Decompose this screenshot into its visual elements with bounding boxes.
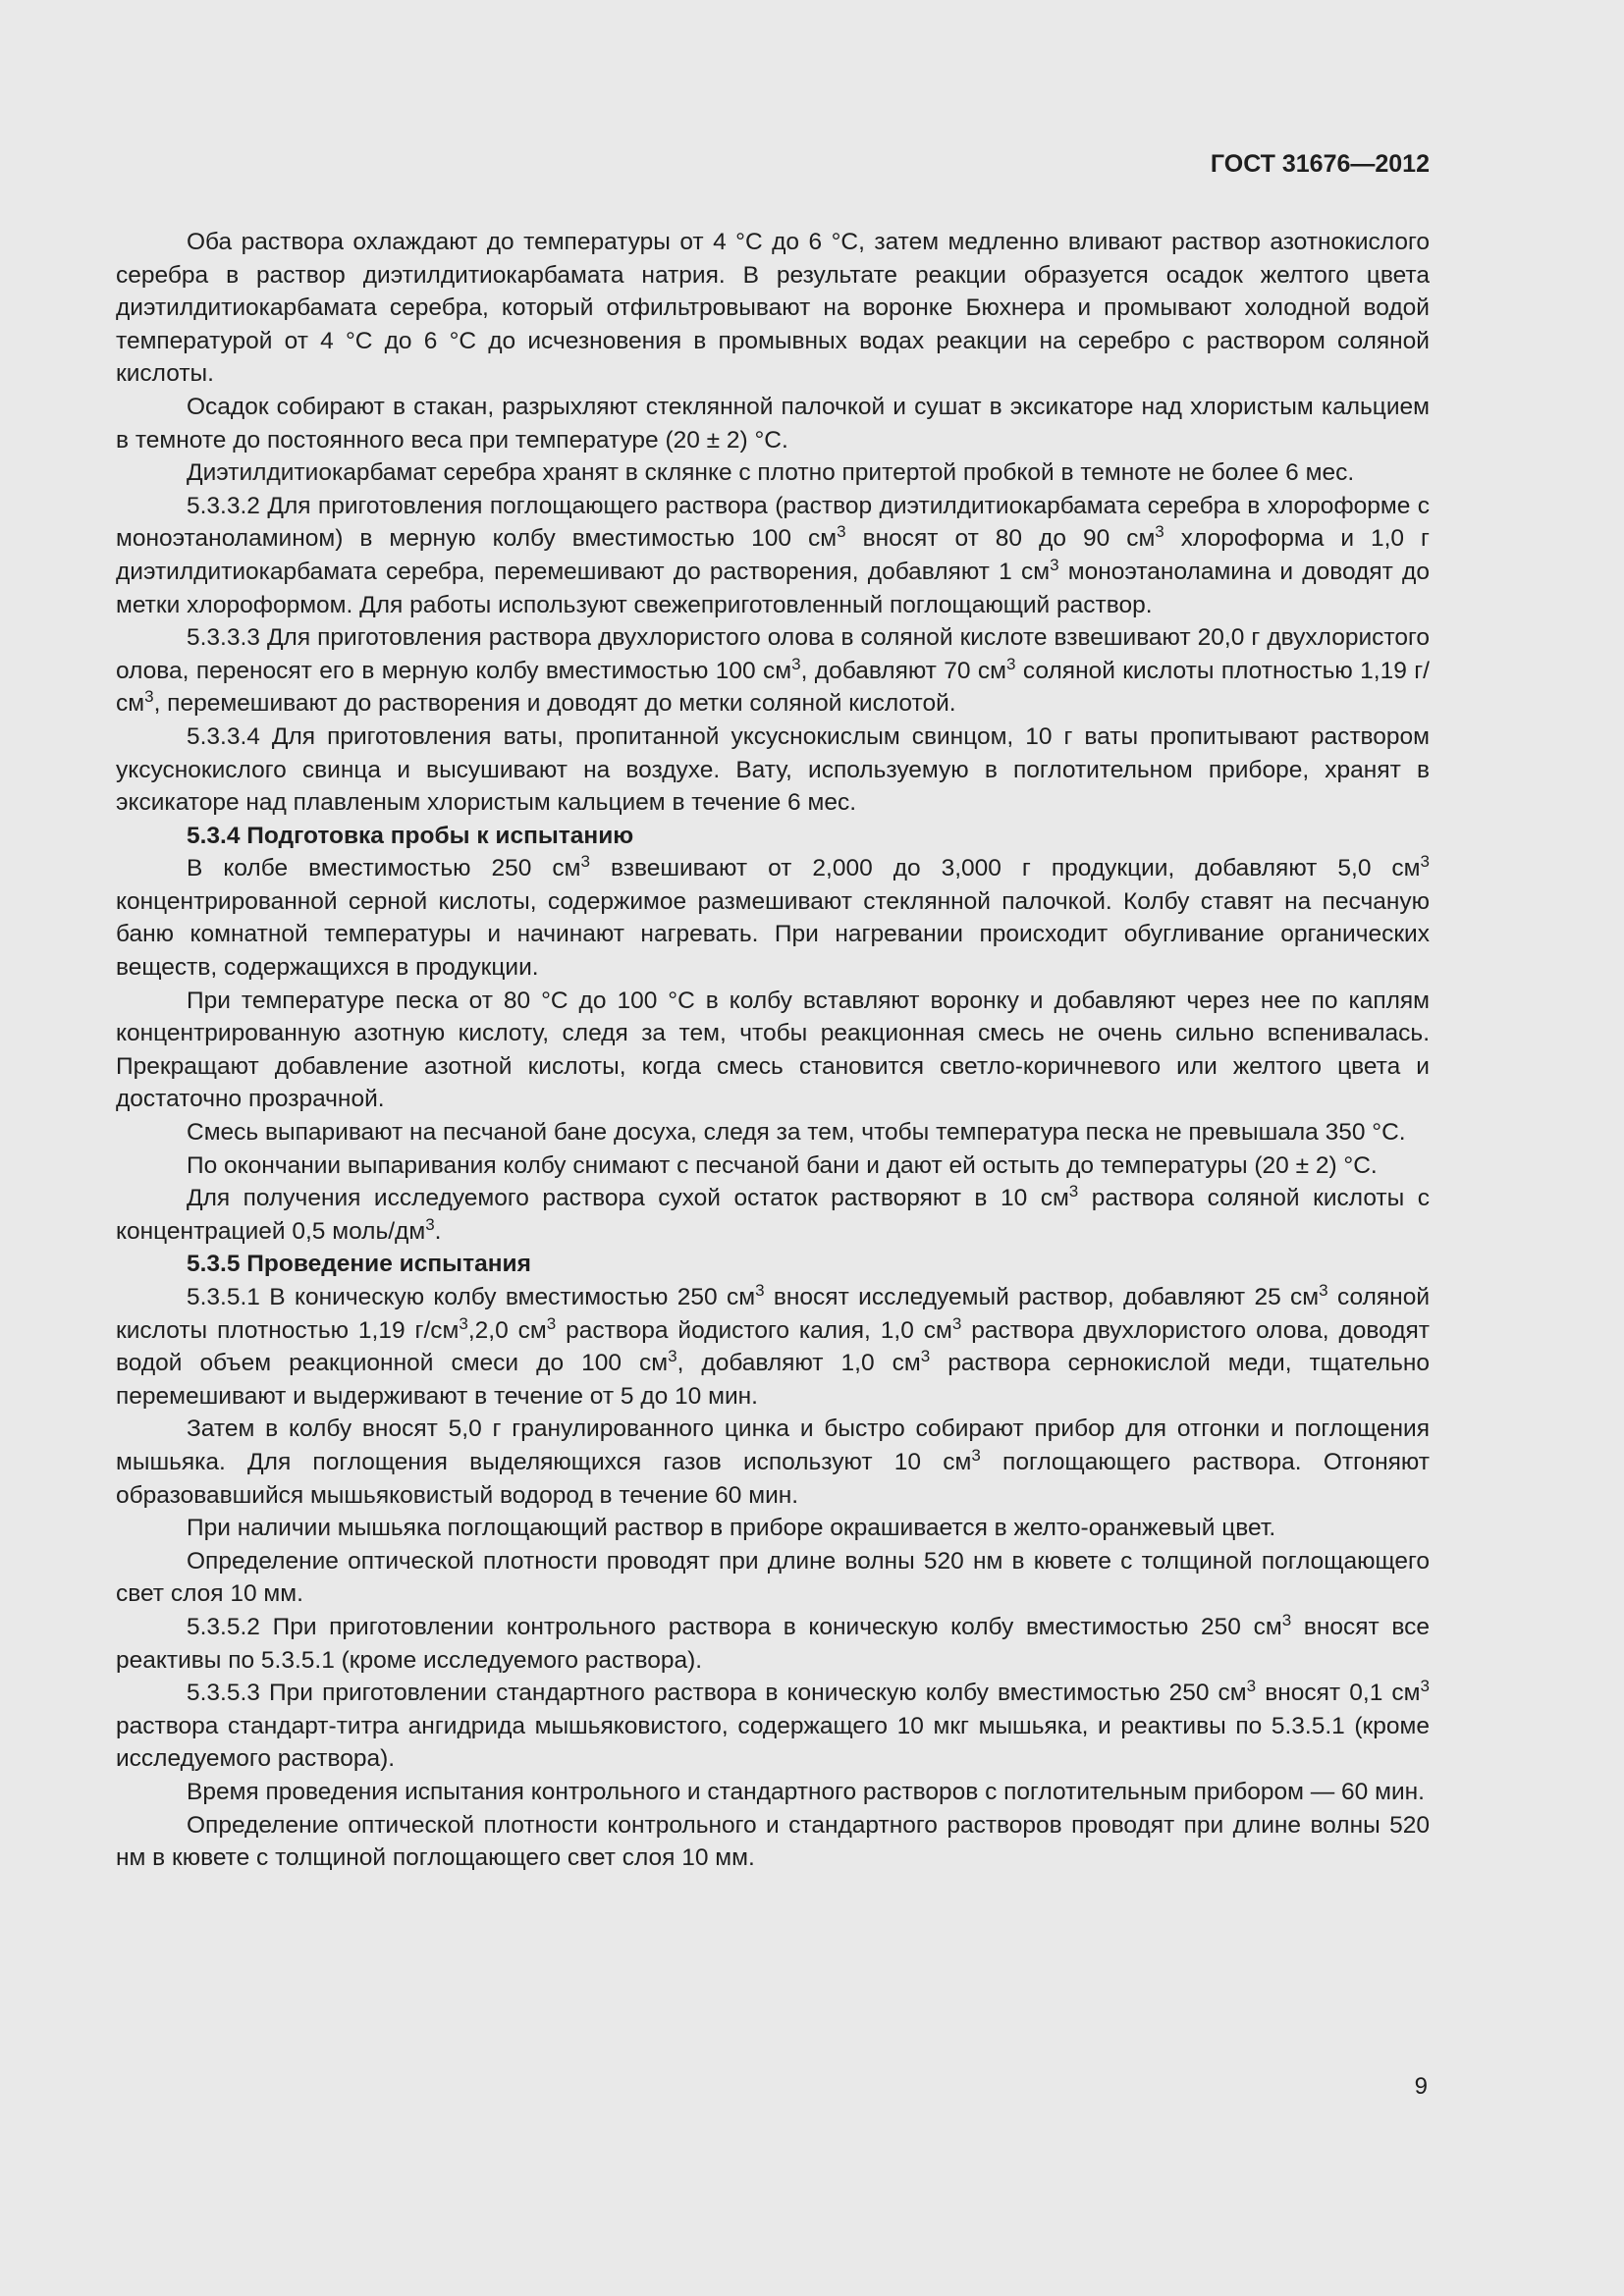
text-run: 5.3.5 Проведение испытания [187, 1251, 531, 1278]
superscript: 3 [1050, 555, 1059, 574]
text-run: Диэтилдитиокарбамат серебра хранят в склянке с плотно притертой пробкой в темноте не более 6 мес. [187, 459, 1355, 487]
text-run: 5.3.5.2 При приготовлении контрольного раствора в коническую колбу вместимостью 250 см [187, 1613, 1282, 1640]
text-run: взвешивают от 2,000 до 3,000 г продукции, добавляют 5,0 см [589, 855, 1421, 882]
superscript: 3 [1068, 1182, 1079, 1201]
paragraph [116, 1182, 1430, 1248]
paragraph [116, 226, 1430, 391]
text-run: Для получения исследуемого раствора сухой остаток растворяют в 10 см [187, 1185, 1069, 1212]
paragraph [116, 456, 1430, 490]
text-run: 5.3.3.4 Для приготовления ваты, пропитанной уксуснокислым свинцом, 10 г ваты пропитывают раствором уксуснокислого свинца и высушивают на воздухе. Вату, используемую в поглотительном приборе, хранят в эксикаторе над плавленым хлористым кальцием в течение 6 мес. [116, 722, 1430, 817]
text-run: По окончании выпаривания колбу снимают с песчаной бани и дают ей остыть до температуры (20 ± 2) °С. [187, 1151, 1378, 1179]
superscript: 3 [971, 1445, 981, 1465]
text-run: В колбе вместимостью 250 см [187, 855, 581, 882]
paragraph [116, 1611, 1430, 1677]
text-run: раствора стандарт-титра ангидрида мышьяковистого, содержащего 10 мкг мышьяка, и реактивы по 5.3.5.1 (кроме исследуемого раствора). [116, 1712, 1430, 1773]
text-run: раствора йодистого калия, 1,0 см [556, 1316, 952, 1344]
text-run: При температуре песка от 80 °С до 100 °С в колбу вставляют воронку и добавляют через нее по каплям концентрированную азотную кислоту, следя за тем, чтобы реакционная смесь не очень сильно вспенивалась. Прекращают добавление азотной кислоты, когда смесь становится светло-коричневого или желтого цвета и достаточно прозрачной. [116, 987, 1430, 1113]
text-run: поглощающего раствора. Отгоняют образовавшийся мышьяковистый водород в течение 60 мин. [116, 1448, 1430, 1509]
text-run: 5.3.3.3 Для приготовления раствора двухлористого олова в соляной кислоте взвешивают 20,0 г двухлористого олова, переносят его в мерную колбу вместимостью 100 см [116, 624, 1430, 684]
section-heading [116, 1248, 1430, 1281]
text-run: раствора соляной кислоты с концентрацией 0,5 моль/дм [116, 1185, 1430, 1245]
paragraph [116, 621, 1430, 721]
paragraph [116, 1149, 1430, 1183]
superscript: 3 [1155, 522, 1164, 542]
superscript: 3 [1006, 654, 1016, 673]
paragraph [116, 490, 1430, 621]
superscript: 3 [920, 1347, 931, 1366]
superscript: 3 [425, 1214, 435, 1234]
paragraph [116, 1776, 1430, 1809]
paragraph [116, 1281, 1430, 1413]
text-run: ,2,0 см [467, 1316, 547, 1344]
text-run: Осадок собирают в стакан, разрыхляют стеклянной палочкой и сушат в эксикаторе над хлористым кальцием в темноте до постоянного веса при температуре (20 ± 2) °С. [116, 393, 1430, 454]
text-run: , добавляют 70 см [800, 657, 1007, 684]
superscript: 3 [1420, 852, 1430, 872]
paragraph [116, 1545, 1430, 1611]
text-run: раствора сернокислой меди, тщательно перемешивают и выдерживают в течение от 5 до 10 мин. [116, 1350, 1430, 1410]
text-run: Затем в колбу вносят 5,0 г гранулированного цинка и быстро собирают прибор для отгонки и поглощения мышьяка. Для поглощения выделяющихся газов используют 10 см [116, 1415, 1430, 1475]
superscript: 3 [580, 852, 590, 872]
paragraph [116, 852, 1430, 984]
superscript: 3 [546, 1313, 557, 1333]
paragraph [116, 1809, 1430, 1875]
superscript: 3 [951, 1313, 962, 1333]
text-run: вносят от 80 до 90 см [845, 525, 1156, 553]
section-heading [116, 820, 1430, 853]
paragraph [116, 1677, 1430, 1776]
text-run: соляной кислоты плотностью 1,19 г/см [116, 1284, 1430, 1344]
text-run: 5.3.3.2 Для приготовления поглощающего раствора (раствор диэтилдитиокарбамата серебра в хлороформе с моноэтаноламином) в мерную колбу вместимостью 100 см [116, 492, 1430, 553]
superscript: 3 [1281, 1610, 1292, 1629]
text-run: вносят исследуемый раствор, добавляют 25 см [764, 1284, 1320, 1310]
document-body [116, 226, 1430, 1875]
text-run: 5.3.4 Подготовка пробы к испытанию [187, 822, 634, 849]
superscript: 3 [791, 654, 801, 673]
text-run: Оба раствора охлаждают до температуры от 4 °С до 6 °С, затем медленно вливают раствор азотнокислого серебра в раствор диэтилдитиокарбамата натрия. В результате реакции образуется осадок желтого цвета диэтилдитиокарбамата серебра, который отфильтровывают на воронке Бюхнера и промывают холодной водой температурой от 4 °С до 6 °С до исчезновения в промывных водах реакции на серебро с раствором соляной кислоты. [116, 229, 1430, 388]
document-header: ГОСТ 31676—2012 [1210, 150, 1430, 178]
text-run: , перемешивают до растворения и доводят до метки соляной кислотой. [153, 690, 956, 718]
superscript: 3 [459, 1313, 468, 1333]
paragraph [116, 391, 1430, 456]
text-run: Смесь выпаривают на песчаной бане досуха, следя за тем, чтобы температура песка не превышала 350 °С. [187, 1119, 1406, 1147]
text-run: соляной кислоты плотностью 1,19 г/см [116, 657, 1430, 718]
superscript: 3 [668, 1347, 677, 1366]
text-run: При наличии мышьяка поглощающий раствор в приборе окрашивается в желто-оранжевый цвет. [187, 1515, 1276, 1542]
text-run: раствора двухлористого олова, доводят водой объем реакционной смеси до 100 см [116, 1316, 1430, 1377]
text-run: . [434, 1217, 442, 1245]
text-run: 5.3.5.1 В коническую колбу вместимостью 250 см [187, 1284, 756, 1310]
superscript: 3 [755, 1281, 765, 1300]
text-run: вносят 0,1 см [1256, 1680, 1421, 1707]
superscript: 3 [837, 522, 846, 542]
text-run: , добавляют 1,0 см [677, 1350, 921, 1377]
superscript: 3 [1420, 1677, 1430, 1696]
paragraph [116, 1413, 1430, 1512]
text-run: хлороформа и 1,0 г диэтилдитиокарбамата серебра, перемешивают до растворения, добавляют 1 см [116, 525, 1430, 585]
superscript: 3 [1319, 1281, 1328, 1300]
text-run: 5.3.5.3 При приготовлении стандартного раствора в коническую колбу вместимостью 250 см [187, 1680, 1247, 1707]
paragraph [116, 985, 1430, 1116]
text-run: Определение оптической плотности проводят при длине волны 520 нм в кювете с толщиной поглощающего свет слоя 10 мм. [116, 1547, 1430, 1608]
page-number: 9 [1414, 2073, 1428, 2100]
text-run: Определение оптической плотности контрольного и стандартного растворов проводят при длине волны 520 нм в кювете с толщиной поглощающего свет слоя 10 мм. [116, 1811, 1430, 1872]
text-run: концентрированной серной кислоты, содержимое размешивают стеклянной палочкой. Колбу ставят на песчаную баню комнатной температуры и начинают нагревать. При нагревании происходит обугливание органических веществ, содержащихся в продукции. [116, 887, 1430, 982]
superscript: 3 [144, 687, 154, 707]
text-run: моноэтаноламина и доводят до метки хлороформом. Для работы используют свежеприготовленный поглощающий раствор. [116, 558, 1430, 618]
paragraph [116, 1116, 1430, 1149]
superscript: 3 [1246, 1677, 1257, 1696]
text-run: Время проведения испытания контрольного и стандартного растворов с поглотительным прибором — 60 мин. [187, 1778, 1425, 1805]
paragraph [116, 721, 1430, 820]
paragraph [116, 1512, 1430, 1545]
text-run: вносят все реактивы по 5.3.5.1 (кроме исследуемого раствора). [116, 1613, 1431, 1674]
